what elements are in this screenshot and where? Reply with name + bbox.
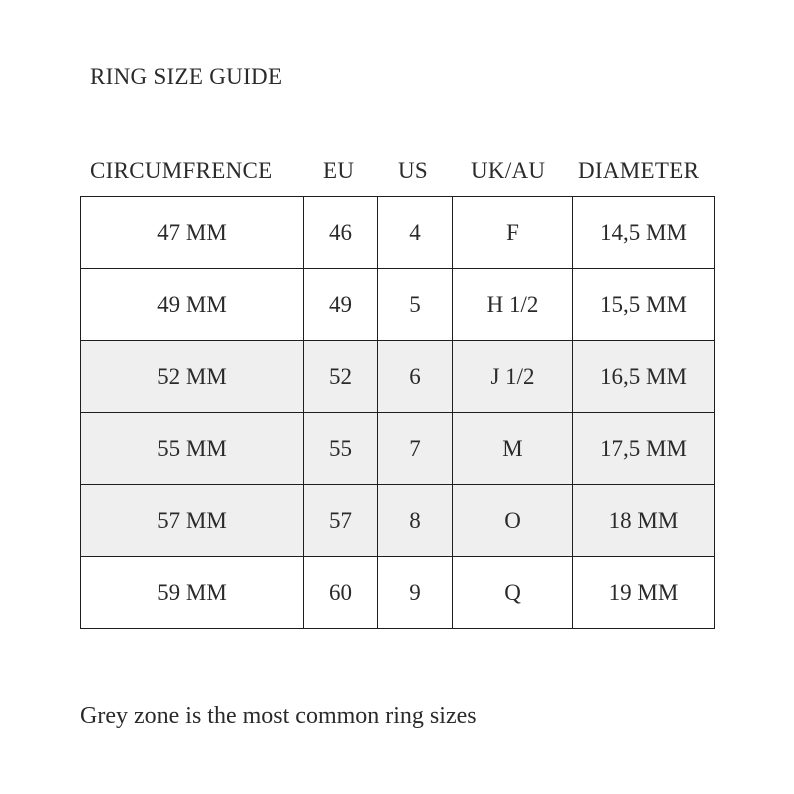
cell-diameter: 15,5 MM — [573, 269, 715, 341]
cell-eu: 46 — [304, 197, 378, 269]
cell-us: 9 — [378, 557, 453, 629]
cell-circumference: 47 MM — [81, 197, 304, 269]
table-row — [81, 197, 715, 269]
header-diameter: DIAMETER — [578, 158, 700, 183]
table-row — [81, 557, 715, 629]
footnote: Grey zone is the most common ring sizes — [80, 703, 477, 729]
cell-us: 4 — [378, 197, 453, 269]
ring-size-table — [80, 196, 715, 629]
cell-circumference: 52 MM — [81, 341, 304, 413]
table-row — [81, 269, 715, 341]
header-circumference: CIRCUMFRENCE — [90, 158, 273, 183]
table-row — [81, 485, 715, 557]
page-title: RING SIZE GUIDE — [90, 64, 283, 89]
cell-us: 8 — [378, 485, 453, 557]
cell-eu: 55 — [304, 413, 378, 485]
cell-eu: 60 — [304, 557, 378, 629]
cell-eu: 52 — [304, 341, 378, 413]
table-row — [81, 413, 715, 485]
cell-uk-au: F — [453, 197, 573, 269]
cell-uk-au: H 1/2 — [453, 269, 573, 341]
cell-us: 5 — [378, 269, 453, 341]
cell-diameter: 17,5 MM — [573, 413, 715, 485]
column-headers — [0, 155, 794, 187]
cell-uk-au: M — [453, 413, 573, 485]
cell-us: 7 — [378, 413, 453, 485]
table-row — [81, 341, 715, 413]
cell-eu: 57 — [304, 485, 378, 557]
header-uk-au: UK/AU — [471, 158, 546, 183]
header-eu: EU — [323, 158, 355, 183]
cell-circumference: 57 MM — [81, 485, 304, 557]
cell-eu: 49 — [304, 269, 378, 341]
header-us: US — [398, 158, 429, 183]
cell-diameter: 14,5 MM — [573, 197, 715, 269]
cell-us: 6 — [378, 341, 453, 413]
cell-diameter: 18 MM — [573, 485, 715, 557]
cell-circumference: 49 MM — [81, 269, 304, 341]
cell-uk-au: Q — [453, 557, 573, 629]
cell-circumference: 59 MM — [81, 557, 304, 629]
cell-uk-au: O — [453, 485, 573, 557]
cell-circumference: 55 MM — [81, 413, 304, 485]
cell-diameter: 16,5 MM — [573, 341, 715, 413]
cell-diameter: 19 MM — [573, 557, 715, 629]
ring-size-rows — [81, 197, 715, 629]
cell-uk-au: J 1/2 — [453, 341, 573, 413]
